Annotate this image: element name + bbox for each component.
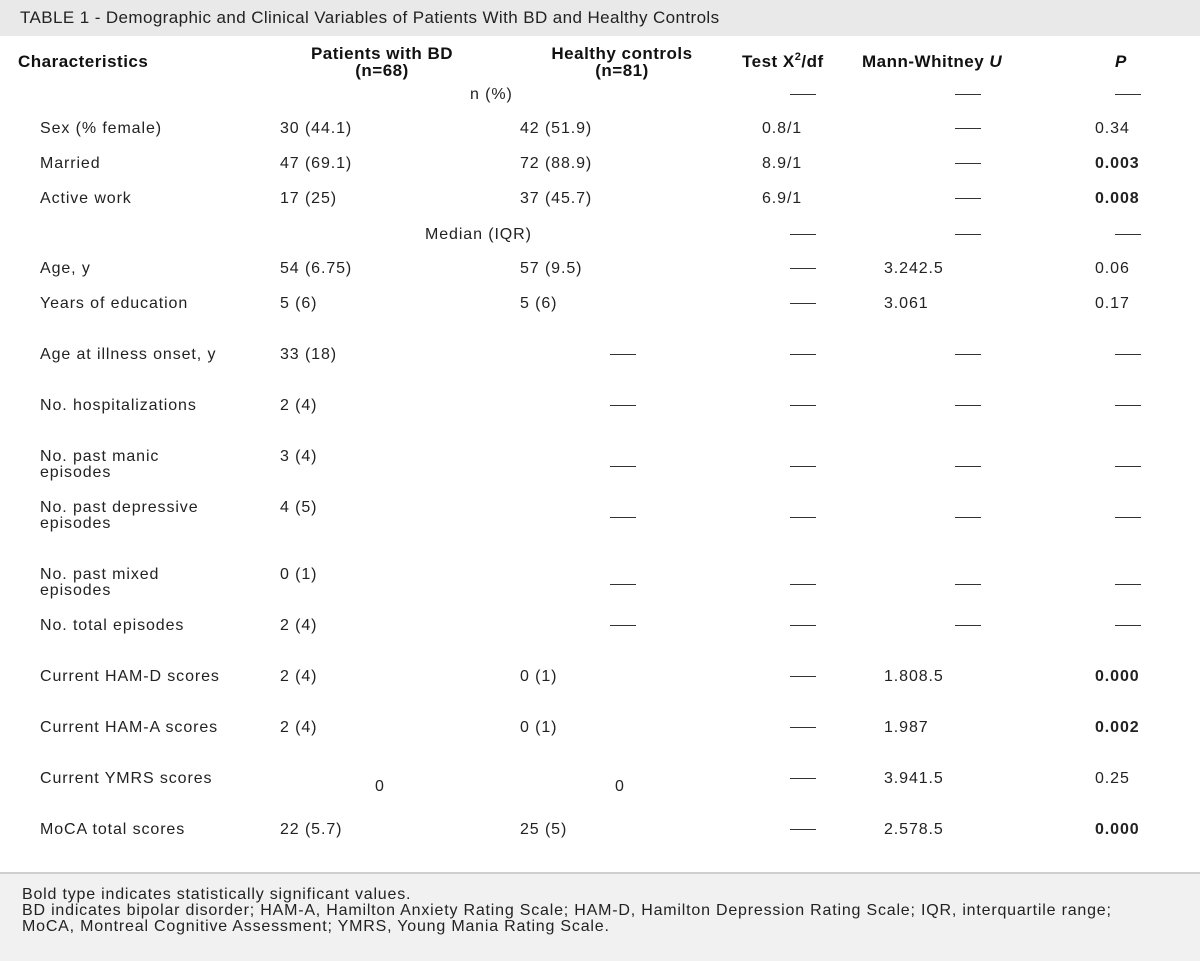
cell-p: 0.008 [1095, 190, 1140, 207]
dash-chi [790, 778, 816, 779]
dash-mw [955, 198, 981, 199]
dash-mw [955, 163, 981, 164]
dash-mw [955, 128, 981, 129]
cell-p: 0.17 [1095, 295, 1130, 312]
cell-mw: 3.242.5 [884, 260, 944, 277]
dash-mw [955, 584, 981, 585]
dash-mw [955, 517, 981, 518]
row-label: No. past manic episodes [40, 448, 160, 481]
cell-bd: 17 (25) [280, 190, 337, 207]
row-label: Active work [40, 190, 132, 207]
row-label: Sex (% female) [40, 120, 162, 137]
dash-chi [790, 676, 816, 677]
dash-p [1115, 466, 1141, 467]
dash-chi [790, 354, 816, 355]
row-label: No. past depressive episodes [40, 499, 199, 532]
section-dash-mw [955, 234, 981, 235]
section-dash-p [1115, 94, 1141, 95]
cell-chi: 6.9/1 [762, 190, 803, 207]
cell-p: 0.06 [1095, 260, 1130, 277]
cell-bd: 5 (6) [280, 295, 318, 312]
cell-hc: 5 (6) [520, 295, 558, 312]
dash-chi [790, 405, 816, 406]
cell-bd: 2 (4) [280, 397, 318, 414]
dash-mw [955, 625, 981, 626]
dash-p [1115, 625, 1141, 626]
row-label: Age, y [40, 260, 91, 277]
dash-mw [955, 405, 981, 406]
cell-bd: 30 (44.1) [280, 120, 353, 137]
cell-mw: 3.061 [884, 295, 929, 312]
dash-p [1115, 405, 1141, 406]
cell-bd: 4 (5) [280, 499, 318, 516]
cell-bd: 0 [375, 778, 385, 795]
cell-mw: 1.987 [884, 719, 929, 736]
cell-mw: 3.941.5 [884, 770, 944, 787]
dash-chi [790, 466, 816, 467]
section-dash-mw [955, 94, 981, 95]
header-p: P [1115, 52, 1127, 71]
cell-bd: 22 (5.7) [280, 821, 343, 838]
header-patients-bd: Patients with BD (n=68) [310, 44, 454, 80]
row-label: Current HAM-A scores [40, 719, 219, 736]
row-label: MoCA total scores [40, 821, 186, 838]
cell-hc: 72 (88.9) [520, 155, 593, 172]
cell-p: 0.002 [1095, 719, 1140, 736]
cell-bd: 2 (4) [280, 719, 318, 736]
dash-mw [955, 354, 981, 355]
dash-mw [955, 466, 981, 467]
dash-chi [790, 727, 816, 728]
row-label: No. past mixed episodes [40, 566, 160, 599]
cell-p: 0.34 [1095, 120, 1130, 137]
header-test-chi: Test $X^2/df$ [742, 51, 824, 71]
dash-hc [610, 625, 636, 626]
dash-hc [610, 405, 636, 406]
dash-chi [790, 303, 816, 304]
cell-chi: 0.8/1 [762, 120, 803, 137]
dash-chi [790, 584, 816, 585]
dash-hc [610, 466, 636, 467]
header-characteristics: Characteristics [18, 52, 149, 71]
row-label: Current YMRS scores [40, 770, 213, 787]
dash-p [1115, 354, 1141, 355]
cell-hc: 0 [615, 778, 625, 795]
section-label-n-percent: n (%) [470, 86, 513, 103]
cell-hc: 42 (51.9) [520, 120, 593, 137]
row-label: No. total episodes [40, 617, 185, 634]
cell-chi: 8.9/1 [762, 155, 803, 172]
cell-hc: 25 (5) [520, 821, 568, 838]
section-dash-p [1115, 234, 1141, 235]
cell-bd: 47 (69.1) [280, 155, 353, 172]
dash-chi [790, 268, 816, 269]
dash-p [1115, 584, 1141, 585]
cell-bd: 3 (4) [280, 448, 318, 465]
table-footnotes [0, 872, 1200, 961]
row-label: Years of education [40, 295, 189, 312]
footnote-abbreviations: BD indicates bipolar disorder; HAM-A, Hamilton Anxiety Rating Scale; HAM-D, Hamilton Depression Rating Scale; IQR, interquartile range; MoCA, Montreal Cognitive Assessment; YMRS, Young Mania Rating Scale. [22, 902, 1112, 935]
row-label: No. hospitalizations [40, 397, 197, 414]
dash-hc [610, 584, 636, 585]
row-label: Age at illness onset, y [40, 346, 217, 363]
section-dash-chi [790, 94, 816, 95]
header-healthy-controls: Healthy controls (n=81) [551, 44, 693, 80]
dash-hc [610, 517, 636, 518]
cell-bd: 54 (6.75) [280, 260, 353, 277]
cell-hc: 37 (45.7) [520, 190, 593, 207]
footnote-bold: Bold type indicates statistically significant values. [22, 886, 412, 903]
section-label-median-iqr: Median (IQR) [425, 226, 532, 243]
cell-bd: 2 (4) [280, 668, 318, 685]
dash-hc [610, 354, 636, 355]
table-title-bar [0, 0, 1200, 36]
cell-bd: 0 (1) [280, 566, 318, 583]
dash-p [1115, 517, 1141, 518]
cell-p: 0.000 [1095, 668, 1140, 685]
cell-hc: 0 (1) [520, 719, 558, 736]
cell-p: 0.003 [1095, 155, 1140, 172]
row-label: Current HAM-D scores [40, 668, 220, 685]
cell-bd: 33 (18) [280, 346, 337, 363]
dash-chi [790, 829, 816, 830]
cell-hc: 57 (9.5) [520, 260, 583, 277]
cell-mw: 2.578.5 [884, 821, 944, 838]
cell-bd: 2 (4) [280, 617, 318, 634]
header-mann-whitney: Mann-Whitney U [862, 52, 1003, 71]
cell-p: 0.25 [1095, 770, 1130, 787]
dash-chi [790, 625, 816, 626]
row-label: Married [40, 155, 101, 172]
cell-p: 0.000 [1095, 821, 1140, 838]
cell-mw: 1.808.5 [884, 668, 944, 685]
section-dash-chi [790, 234, 816, 235]
table-title: TABLE 1 - Demographic and Clinical Variables of Patients With BD and Healthy Controls [20, 8, 720, 27]
cell-hc: 0 (1) [520, 668, 558, 685]
dash-chi [790, 517, 816, 518]
